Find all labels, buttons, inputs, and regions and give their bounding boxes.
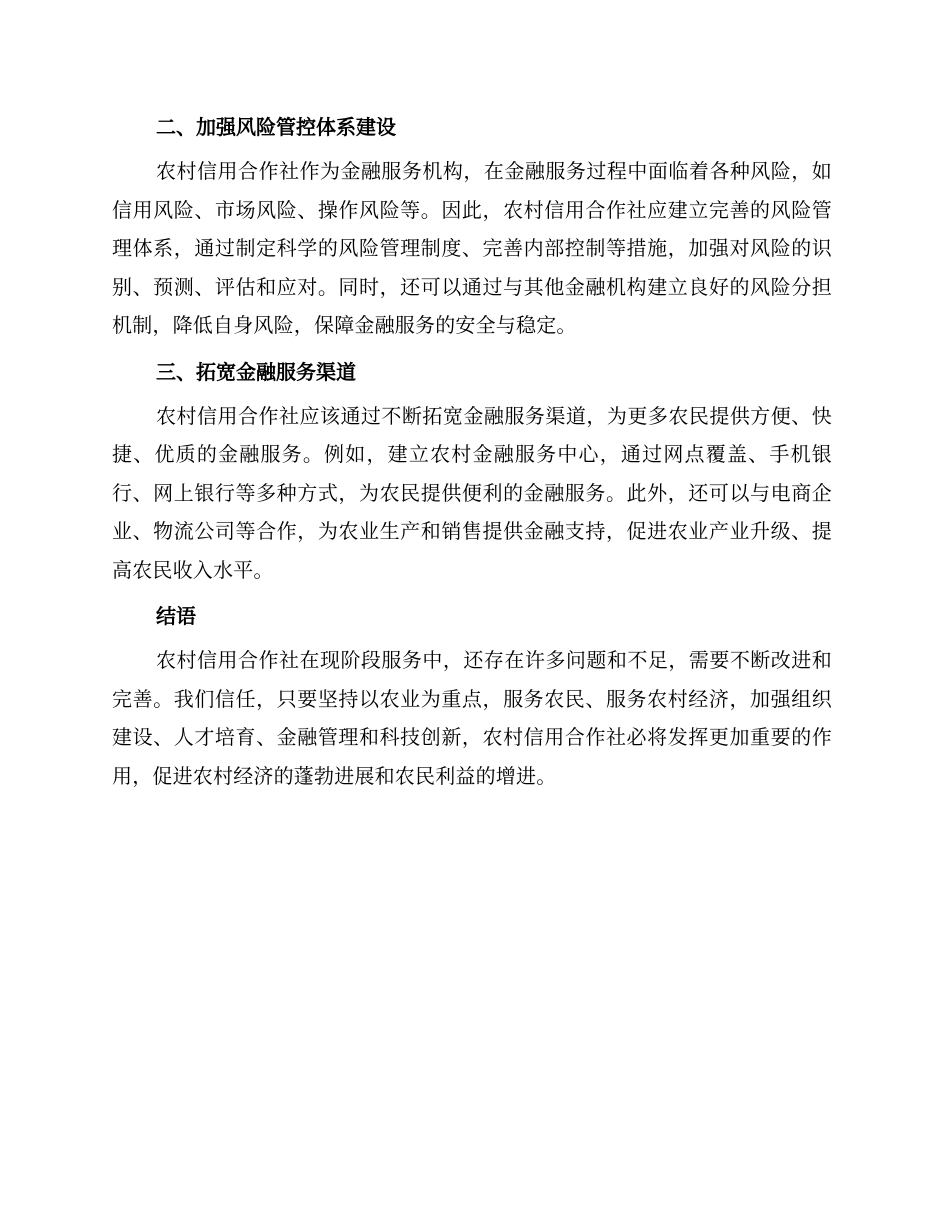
section-paragraph-conclusion: 农村信用合作社在现阶段服务中，还存在许多问题和不足，需要不断改进和完善。我们信任，只要坚持以农业为重点，服务农民、服务农村经济，加强组织建设、人才培育、金融管理和科技创新，农村信用合作社必将发挥更加重要的作用，促进农村经济的蓬勃进展和农民利益的增进。 — [112, 648, 832, 788]
section-heading-risk-control: 二、加强风险管控体系建设 — [156, 115, 396, 139]
section-paragraph-risk-control: 农村信用合作社作为金融服务机构，在金融服务过程中面临着各种风险，如信用风险、市场风险、操作风险等。因此，农村信用合作社应建立完善的风险管理体系，通过制定科学的风险管理制度、完善内部控制等措施，加强对风险的识别、预测、评估和应对。同时，还可以通过与其他金融机构建立良好的风险分担机制，降低自身风险，保障金融服务的安全与稳定。 — [112, 159, 832, 337]
section-paragraph-service-channels: 农村信用合作社应该通过不断拓宽金融服务渠道，为更多农民提供方便、快捷、优质的金融服务。例如，建立农村金融服务中心，通过网点覆盖、手机银行、网上银行等多种方式，为农民提供便利的金融服务。此外，还可以与电商企业、物流公司等合作，为农业生产和销售提供金融支持，促进农业产业升级、提高农民收入水平。 — [112, 403, 832, 582]
document-page — [112, 108, 832, 803]
section-heading-service-channels: 三、拓宽金融服务渠道 — [156, 359, 356, 384]
section-heading-conclusion: 结语 — [156, 604, 196, 628]
